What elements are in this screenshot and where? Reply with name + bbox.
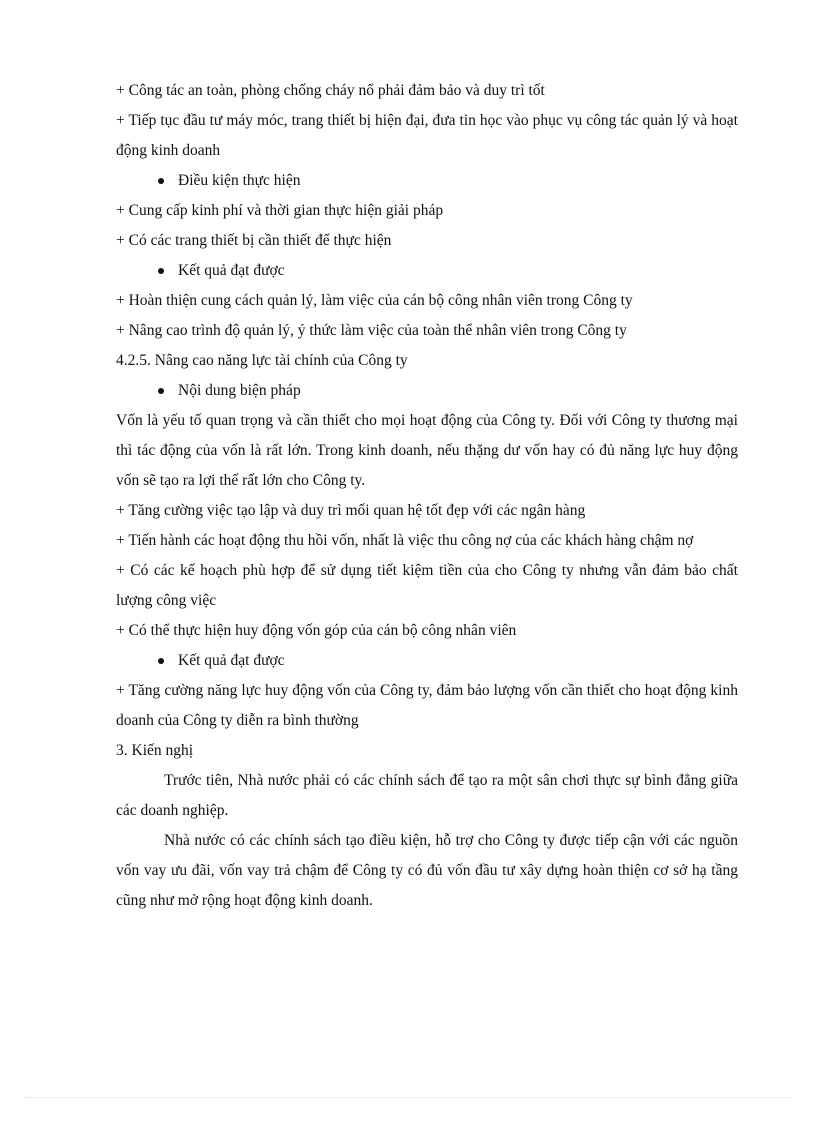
section-heading: 4.2.5. Nâng cao năng lực tài chính của Công ty: [116, 352, 408, 369]
bullet-item: [116, 256, 738, 286]
paragraph: Nhà nước có các chính sách tạo điều kiện, hỗ trợ cho Công ty được tiếp cận với các nguồn vốn vay ưu đãi, vốn vay trả chậm để Công ty có đủ vốn đầu tư xây dựng hoàn thiện cơ sở hạ tầng cũng như mở rộng hoạt động kinh doanh.: [116, 832, 738, 909]
bullet-text: Nội dung biện pháp: [178, 382, 301, 399]
paragraph: + Có các kế hoạch phù hợp để sử dụng tiết kiệm tiền của cho Công ty nhưng vẫn đảm bảo chất lượng công việc: [116, 562, 738, 609]
bullet-item: [116, 646, 738, 676]
paragraph: Vốn là yếu tố quan trọng và cần thiết cho mọi hoạt động của Công ty. Đối với Công ty thương mại thì tác động của vốn là rất lớn. Trong kinh doanh, nếu thặng dư vốn hay có đủ năng lực huy động vốn sẽ tạo ra lợi thế rất lớn cho Công ty.: [116, 412, 738, 489]
bullet-dot-icon: [158, 658, 164, 664]
bullet-text: Điều kiện thực hiện: [178, 172, 301, 189]
bullet-dot-icon: [158, 178, 164, 184]
paragraph: + Hoàn thiện cung cách quản lý, làm việc của cán bộ công nhân viên trong Công ty: [116, 292, 633, 309]
paragraph: + Cung cấp kinh phí và thời gian thực hiện giải pháp: [116, 202, 444, 219]
paragraph: Trước tiên, Nhà nước phải có các chính sách để tạo ra một sân chơi thực sự bình đẳng giữa các doanh nghiệp.: [116, 772, 738, 819]
paragraph: + Tăng cường năng lực huy động vốn của Công ty, đảm bảo lượng vốn cần thiết cho hoạt động kinh doanh của Công ty diễn ra bình thường: [116, 682, 738, 729]
paragraph: + Tăng cường việc tạo lập và duy trì mối quan hệ tốt đẹp với các ngân hàng: [116, 502, 586, 519]
paragraph: + Công tác an toàn, phòng chống cháy nổ phải đảm bảo và duy trì tốt: [116, 82, 545, 99]
paragraph: + Có các trang thiết bị cần thiết để thực hiện: [116, 232, 392, 249]
bullet-text: Kết quả đạt được: [178, 652, 285, 669]
paragraph: + Có thể thực hiện huy động vốn góp của cán bộ công nhân viên: [116, 622, 517, 639]
page-bottom-divider: [24, 1097, 792, 1098]
bullet-item: [116, 166, 738, 196]
bullet-text: Kết quả đạt được: [178, 262, 285, 279]
bullet-dot-icon: [158, 388, 164, 394]
section-heading: 3. Kiến nghị: [116, 742, 194, 759]
bullet-item: [116, 376, 738, 406]
document-page: [116, 76, 738, 916]
bullet-dot-icon: [158, 268, 164, 274]
paragraph: + Tiếp tục đầu tư máy móc, trang thiết bị hiện đại, đưa tin học vào phục vụ công tác quản lý và hoạt động kinh doanh: [116, 112, 738, 159]
paragraph: + Nâng cao trình độ quản lý, ý thức làm việc của toàn thể nhân viên trong Công ty: [116, 322, 627, 339]
paragraph: + Tiến hành các hoạt động thu hồi vốn, nhất là việc thu công nợ của các khách hàng chậm nợ: [116, 532, 694, 549]
